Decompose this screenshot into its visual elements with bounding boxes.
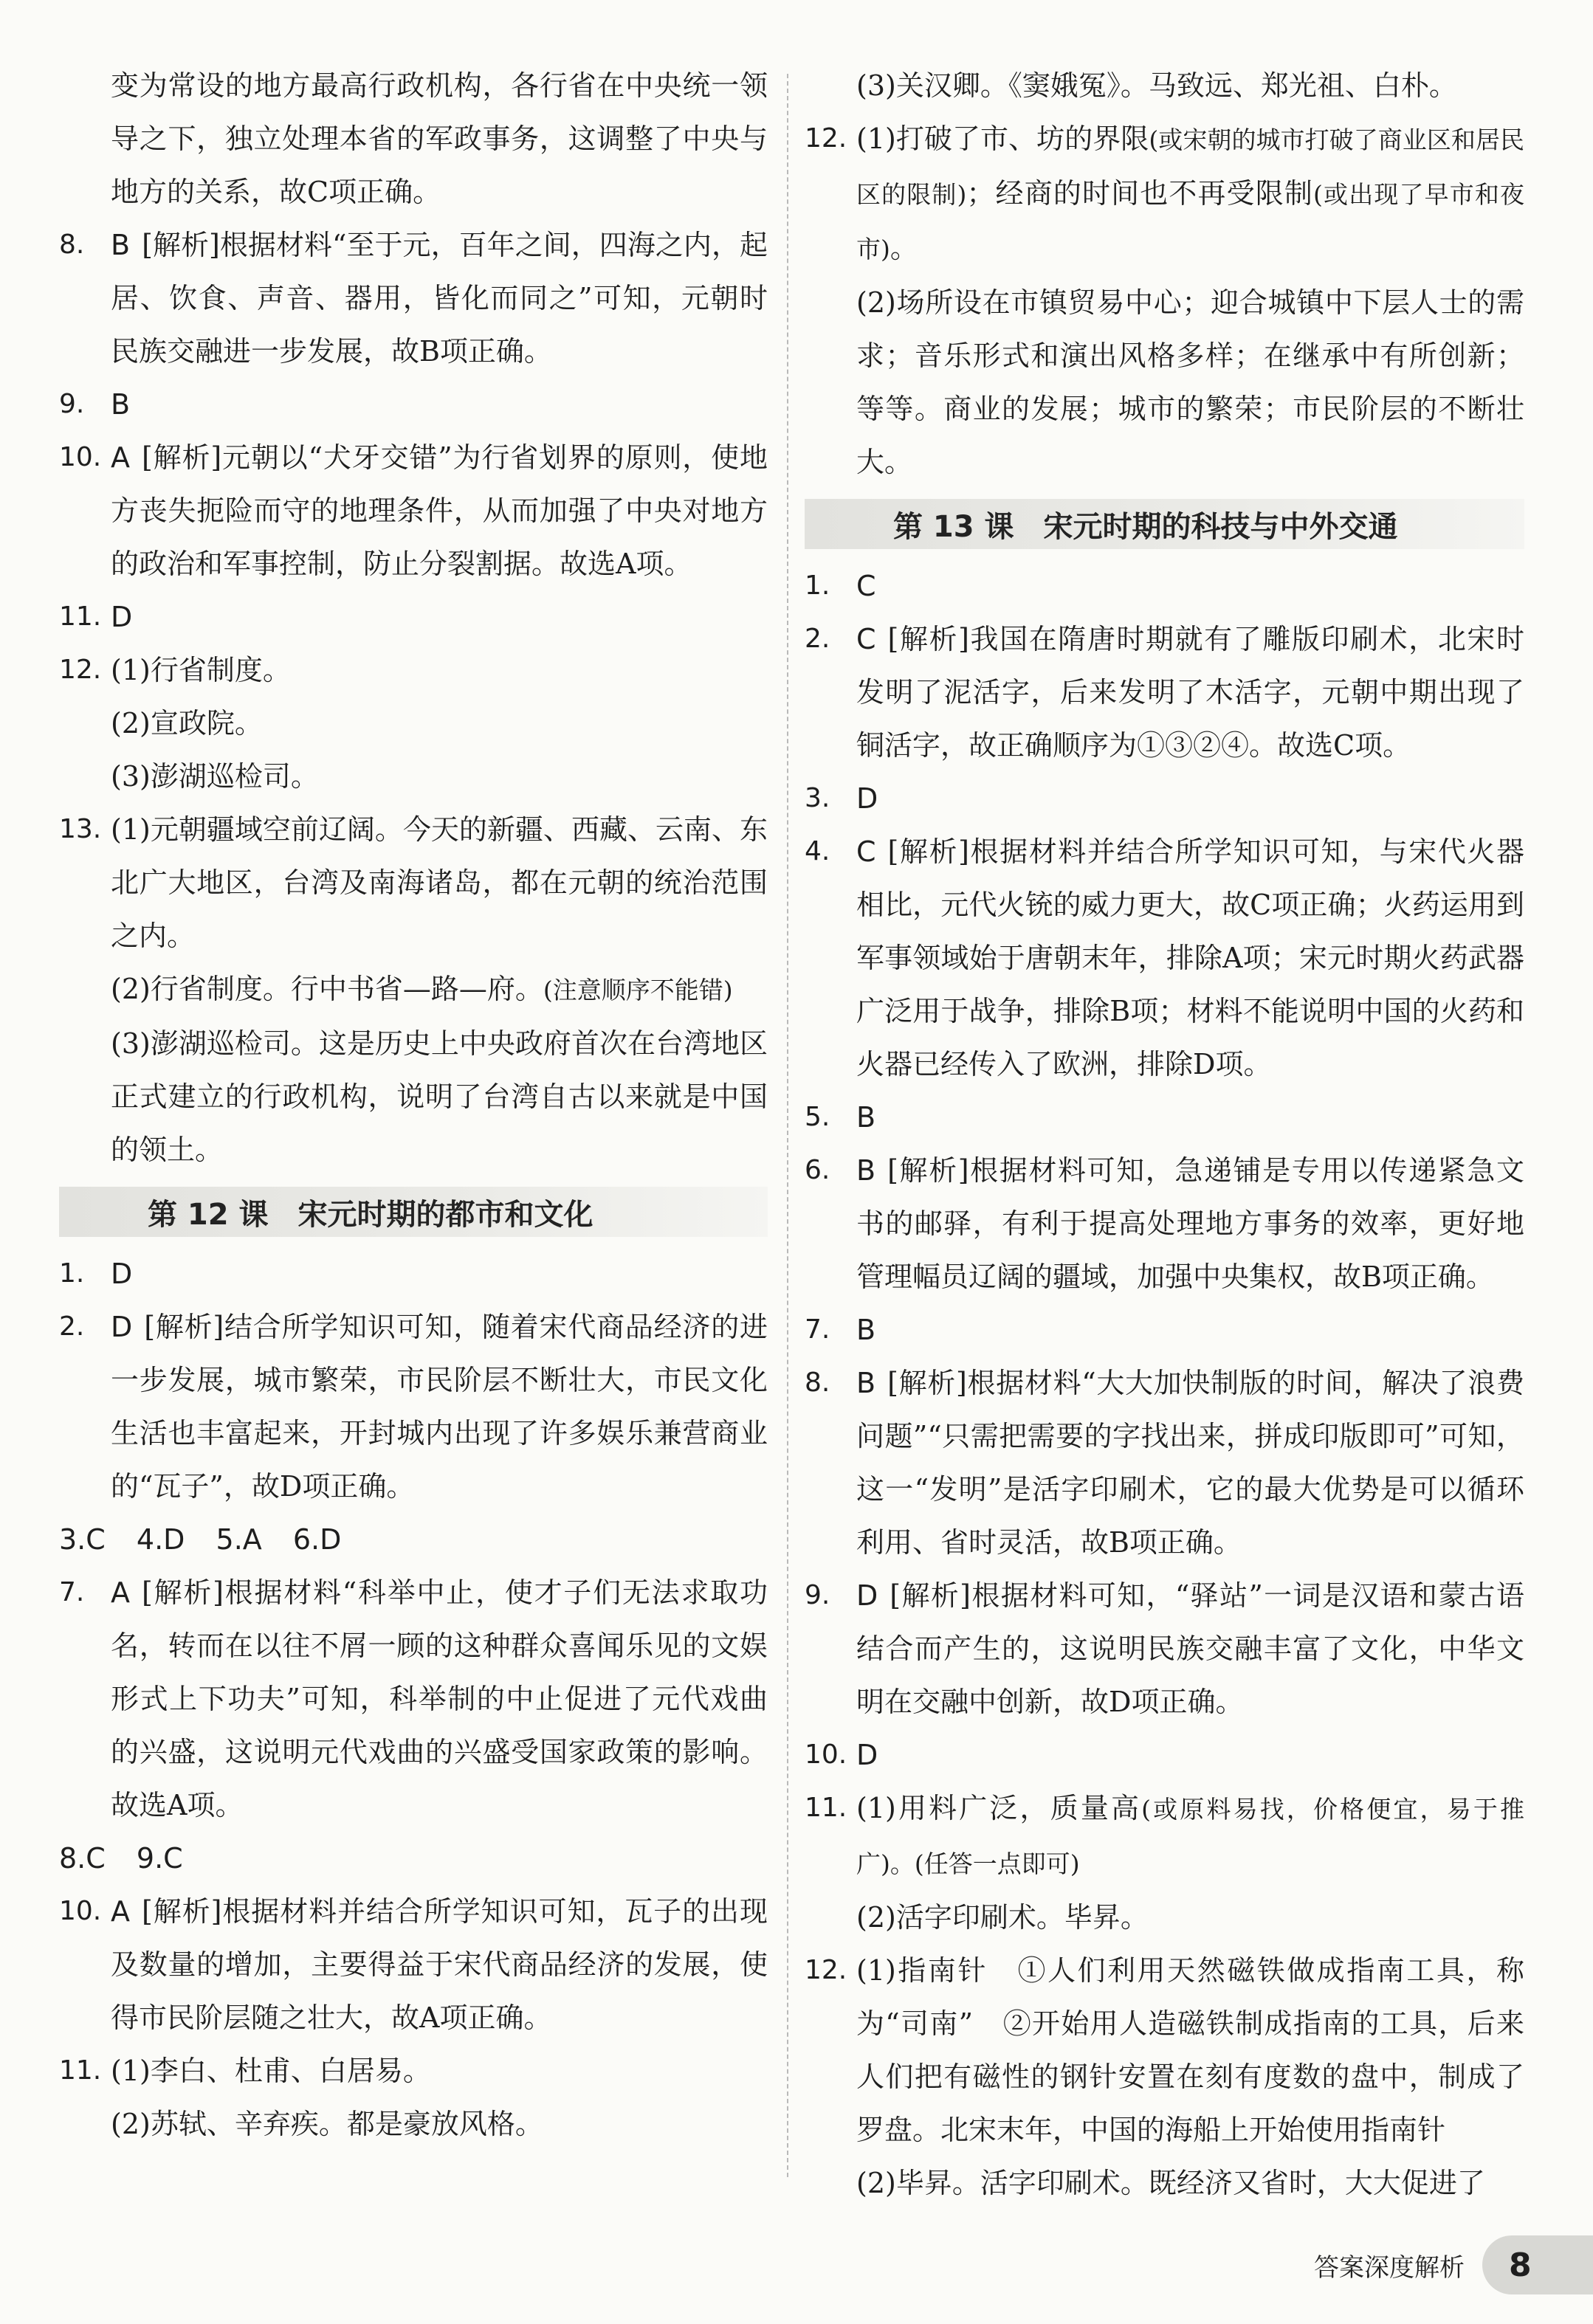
analysis-tag: 解析 <box>898 623 959 655</box>
analysis-tag: 解析 <box>152 441 211 474</box>
answer-row: 3.C 4.D 5.A 6.D <box>59 1523 342 1556</box>
answer-item: 2. D [解析]结合所学知识可知，随着宋代商品经济的进一步发展，城市繁荣，市民阶层不断壮大，市民文化生活也丰富起来，开封城内出现了许多娱乐兼营商业的“瓦子”，故D项正确。 <box>59 1311 768 1503</box>
answer-item: 10. A [解析]元朝以“犬牙交错”为行省划界的原则，使地方丧失扼险而守的地理条件，从而加强了中央对地方的政治和军事控制，防止分裂割据。故选A项。 <box>59 441 768 580</box>
continued-paragraph: 变为常设的地方最高行政机构，各行省在中央统一领导之下，独立处理本省的军政事务，这调整了中央与地方的关系，故C项正确。 <box>111 69 768 208</box>
answer-item: 8. B [解析]根据材料“至于元，百年之间，四海之内，起居、饮食、声音、器用，皆化而同之”可知，元朝时民族交融进一步发展，故B项正确。 <box>59 229 768 368</box>
answer-item: 11. D <box>59 601 133 633</box>
answer-item: 10. A [解析]根据材料并结合所学知识可知，瓦子的出现及数量的增加，主要得益于宋代商品经济的发展，使得市民阶层随之壮大，故A项正确。 <box>59 1895 768 2034</box>
answer-item: 6. B [解析]根据材料可知，急递铺是专用以传递紧急文书的邮驿，有利于提高处理地方事务的效率，更好地管理幅员辽阔的疆域，加强中央集权，故B项正确。 <box>805 1154 1524 1293</box>
answer-row: 8.C 9.C <box>59 1842 183 1875</box>
page-number: 8 <box>1482 2235 1593 2294</box>
footer-label: 答案深度解析 <box>1314 2252 1465 2283</box>
answer-item: 12. (1)打破了市、坊的界限(或宋朝的城市打破了商业区和居民区的限制)；经商的时间也不再受限制(或出现了早市和夜市)。 (2)场所设在市镇贸易中心；迎合城镇中下层人士的需求；音乐形式和演出风格多样；在继承中有所创新；等等。商业的发展；城市的繁荣；市民阶层的不断壮大。 <box>805 123 1525 478</box>
analysis-tag: 解析 <box>898 835 959 868</box>
right-column <box>805 59 1524 2210</box>
page-footer <box>1314 2235 1593 2294</box>
left-column <box>59 59 768 2151</box>
answer-item: 11. (1)用料广泛，质量高(或原料易找，价格便宜，易于推广)。(任答一点即可) (2)活字印刷术。毕昇。 <box>805 1792 1525 1934</box>
answer-item: 2. C [解析]我国在隋唐时期就有了雕版印刷术，北宋时发明了泥活字，后来发明了木活字，元朝中期出现了铜活字，故正确顺序为①③②④。故选C项。 <box>805 623 1524 762</box>
answer-item: 5. B <box>805 1101 876 1134</box>
continued-paragraph: (3)关汉卿。《窦娥冤》。马致远、郑光祖、白朴。 <box>856 69 1457 102</box>
answer-item: 1. D <box>59 1258 133 1290</box>
answer-item: 3. D <box>805 782 878 815</box>
answer-item: 7. B <box>805 1314 876 1346</box>
column-divider <box>787 74 788 2177</box>
analysis-tag: 解析 <box>901 1579 960 1612</box>
lesson-header: 第 13 课 宋元时期的科技与中外交通 <box>805 499 1524 549</box>
answer-item: 13. (1)元朝疆域空前辽阔。今天的新疆、西藏、云南、东北广大地区，台湾及南海诸岛，都在元朝的统治范围之内。 (2)行省制度。行中书省—路—府。(注意顺序不能错) (3)澎湖巡检司。这是历史上中央政府首次在台湾地区正式建立的行政机构，说明了台湾自古以来就是中国的领土。 <box>59 813 768 1166</box>
analysis-tag: 解析 <box>155 1311 213 1343</box>
answer-item: 1. C <box>805 570 876 602</box>
answer-item: 12. (1)指南针 ①人们利用天然磁铁做成指南工具，称为“司南” ②开始用人造磁铁制成指南的工具，后来人们把有磁性的钢针安置在刻有度数的盘中，制成了罗盘。北宋末年，中国的海船上开始使用指南针 (2)毕昇。活字印刷术。既经济又省时，大大促进了 <box>805 1954 1524 2199</box>
answer-item: 4. C [解析]根据材料并结合所学知识可知，与宋代火器相比，元代火铳的威力更大，故C项正确；火药运用到军事领域始于唐朝末年，排除A项；宋元时期火药武器广泛用于战争，排除B项；材料不能说明中国的火药和火器已经传入了欧洲，排除D项。 <box>805 835 1524 1080</box>
analysis-tag: 解析 <box>152 1576 213 1609</box>
analysis-tag: 解析 <box>152 1895 211 1928</box>
answer-item: 12. (1)行省制度。 (2)宣政院。 (3)澎湖巡检司。 <box>59 654 319 793</box>
answer-item: 8. B [解析]根据材料“大大加快制版的时间，解决了浪费问题”“只需把需要的字找出来，拼成印版即可”可知，这一“发明”是活字印刷术，它的最大优势是可以循环利用、省时灵活，故B项正确。 <box>805 1367 1524 1559</box>
answer-item: 9. D [解析]根据材料可知，“驿站”一词是汉语和蒙古语结合而产生的，这说明民族交融丰富了文化，中华文明在交融中创新，故D项正确。 <box>805 1579 1524 1718</box>
answer-item: 10. D <box>805 1739 878 1771</box>
analysis-tag: 解析 <box>152 229 210 261</box>
lesson-header: 第 12 课 宋元时期的都市和文化 <box>59 1187 768 1237</box>
answer-item: 11. (1)李白、杜甫、白居易。 (2)苏轼、辛弃疾。都是豪放风格。 <box>59 2055 543 2140</box>
answer-item: 7. A [解析]根据材料“科举中止，使才子们无法求取功名，转而在以往不屑一顾的这种群众喜闻乐见的文娱形式上下功夫”可知，科举制的中止促进了元代戏曲的兴盛，这说明元代戏曲的兴盛受国家政策的影响。故选A项。 <box>59 1576 768 1821</box>
analysis-tag: 解析 <box>898 1367 956 1399</box>
answer-item: 9. B <box>59 388 131 421</box>
analysis-tag: 解析 <box>898 1154 958 1187</box>
